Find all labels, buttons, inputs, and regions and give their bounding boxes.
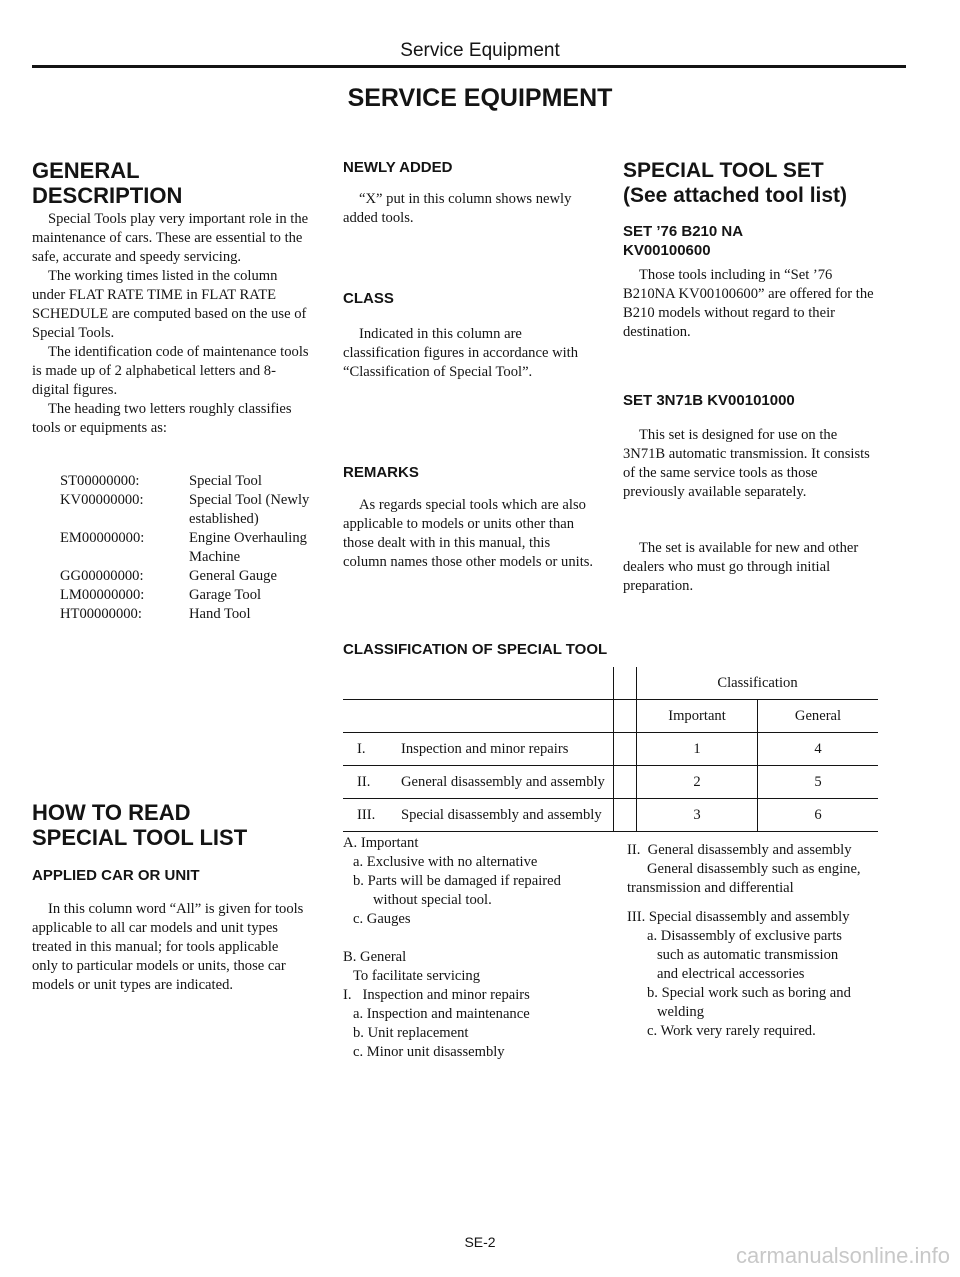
tool-code-desc: Hand Tool (189, 606, 251, 622)
table-row (343, 799, 878, 832)
set1-text: Those tools including in “Set ’76 B210NA KV00100600” are offered for the B210 models without regard to their destination. (623, 267, 874, 340)
note-spacer (627, 898, 889, 908)
note-line: b. Parts will be damaged if repaired (353, 873, 561, 889)
special-set-heading-line1: SPECIAL TOOL SET (623, 159, 824, 182)
note-line: II. General disassembly and assembly (627, 842, 852, 858)
tool-code: EM00000000: (60, 530, 145, 546)
note-line: I. Inspection and minor repairs (343, 987, 530, 1003)
howto-heading-line2: SPECIAL TOOL LIST (32, 825, 248, 850)
class-heading: CLASS (343, 290, 394, 307)
classification-table (343, 667, 878, 832)
note-spacer (343, 929, 613, 948)
note-line: To facilitate servicing (353, 968, 481, 984)
set2-body (623, 426, 877, 502)
note-line: b. Unit replacement (353, 1025, 469, 1041)
row-important: 1 (637, 733, 758, 766)
note-line: such as automatic transmission (657, 947, 839, 963)
tool-code-desc: Special Tool (189, 473, 262, 489)
classification-col-group: Classification (637, 667, 879, 700)
general-para-2: The working times listed in the column under FLAT RATE TIME in FLAT RATE SCHEDULE are computed based on the use of Special Tools. (32, 268, 307, 341)
tool-code-row (60, 586, 320, 605)
special-set-heading-line2: (See attached tool list) (623, 184, 848, 207)
note-line: c. Minor unit disassembly (353, 1044, 505, 1060)
col-general: General (758, 700, 879, 733)
set1-heading-line2: KV00100600 (623, 242, 711, 259)
newly-added-text: “X” put in this column shows newly added tools. (343, 191, 572, 226)
general-para-3: The identification code of maintenance tools is made up of 2 alphabetical letters and 8-digital figures. (32, 344, 309, 398)
note-line: b. Special work such as boring and (647, 985, 851, 1001)
class-body (343, 325, 595, 382)
set1-body (623, 266, 877, 342)
howto-heading (32, 800, 247, 850)
watermark: carmanualsonline.info (735, 1243, 950, 1268)
set2-text-1: This set is designed for use on the 3N71B automatic transmission. It consists of the same service tools as those previously available separately. (623, 427, 870, 500)
header-rule (32, 65, 906, 68)
note-line: a. Inspection and maintenance (353, 1006, 530, 1022)
row-num: I. (357, 740, 366, 757)
tool-code: LM00000000: (60, 587, 145, 603)
general-body (32, 210, 310, 438)
note-line: without special tool. (373, 892, 492, 908)
newly-added-body (343, 190, 595, 228)
tool-code: KV00000000: (60, 492, 144, 508)
classification-heading: CLASSIFICATION OF SPECIAL TOOL (343, 641, 608, 658)
note-line: A. Important (343, 835, 419, 851)
table-blank-cell (343, 667, 614, 700)
tool-code-desc: Engine Overhauling Machine (189, 530, 307, 565)
note-line: welding (657, 1004, 705, 1020)
applied-car-body (32, 900, 306, 995)
page-title: SERVICE EQUIPMENT (347, 84, 613, 112)
tool-code: ST00000000: (60, 473, 140, 489)
applied-car-text: In this column word “All” is given for tools applicable to all car models and unit types treated in this manual; for tools applicable only to particular models or units, those car models or unit types are indicated. (32, 901, 304, 993)
note-line: III. Special disassembly and assembly (627, 909, 850, 925)
row-label: General disassembly and assembly (401, 773, 605, 790)
row-label: Inspection and minor repairs (401, 740, 569, 757)
remarks-heading: REMARKS (343, 464, 419, 481)
howto-heading-line1: HOW TO READ (32, 800, 191, 825)
tool-code-row (60, 472, 320, 491)
tool-code: HT00000000: (60, 606, 142, 622)
note-line: and electrical accessories (657, 966, 805, 982)
set2-text-2: The set is available for new and other dealers who must go through initial preparation. (623, 540, 859, 594)
note-line: transmission and differential (627, 880, 794, 896)
tool-code-row (60, 567, 320, 586)
remarks-body (343, 496, 595, 572)
row-num: III. (357, 806, 376, 823)
applied-car-heading: APPLIED CAR OR UNIT (32, 867, 200, 884)
general-heading-line2: DESCRIPTION (32, 183, 183, 208)
row-general: 4 (758, 733, 879, 766)
general-heading (32, 158, 182, 208)
tool-code-row (60, 491, 320, 529)
tool-code-list (60, 472, 320, 624)
tool-code-row (60, 605, 320, 624)
row-num: II. (357, 773, 371, 790)
row-general: 6 (758, 799, 879, 832)
tool-code-desc: Special Tool (Newly established) (189, 492, 310, 527)
general-heading-line1: GENERAL (32, 158, 140, 183)
row-general: 5 (758, 766, 879, 799)
special-set-heading (623, 158, 847, 208)
set1-heading (623, 222, 743, 260)
row-important: 2 (637, 766, 758, 799)
table-row (343, 733, 878, 766)
note-line: General disassembly such as engine, (647, 861, 861, 877)
page-number: SE-2 (464, 1234, 496, 1250)
note-line: c. Work very rarely required. (647, 1023, 816, 1039)
classification-notes-right (627, 841, 889, 1041)
tool-code-desc: Garage Tool (189, 587, 262, 603)
note-line: c. Gauges (353, 911, 411, 927)
set1-heading-line1: SET ’76 B210 NA (623, 223, 744, 240)
note-line: a. Exclusive with no alternative (353, 854, 538, 870)
table-row (343, 766, 878, 799)
remarks-text: As regards special tools which are also applicable to models or units other than those dealt with in this manual, this column names those other models or units. (343, 497, 594, 570)
classification-notes-left (343, 834, 613, 1062)
col-important: Important (637, 700, 758, 733)
set2-heading: SET 3N71B KV00101000 (623, 392, 795, 409)
set2-body-2 (623, 539, 877, 596)
note-line: B. General (343, 949, 407, 965)
tool-code-desc: General Gauge (189, 568, 277, 584)
row-important: 3 (637, 799, 758, 832)
general-para-4: The heading two letters roughly classifies tools or equipments as: (32, 401, 292, 436)
row-label: Special disassembly and assembly (401, 806, 602, 823)
note-line: a. Disassembly of exclusive parts (647, 928, 842, 944)
tool-code-row (60, 529, 320, 567)
class-text: Indicated in this column are classification figures in accordance with “Classification of Special Tool”. (343, 326, 579, 380)
running-head: Service Equipment (400, 40, 560, 61)
newly-added-heading: NEWLY ADDED (343, 159, 453, 176)
general-para-1: Special Tools play very important role in the maintenance of cars. These are essential to the safe, accurate and speedy servicing. (32, 211, 309, 265)
tool-code: GG00000000: (60, 568, 144, 584)
